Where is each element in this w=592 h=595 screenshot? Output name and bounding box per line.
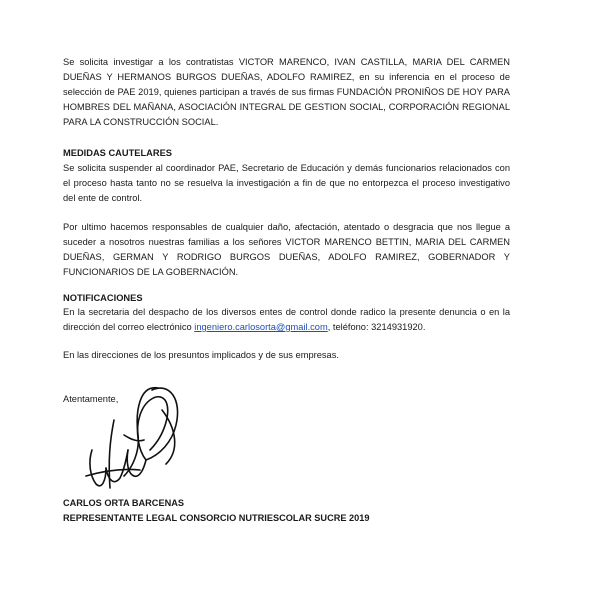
email-link[interactable]: ingeniero.carlosorta@gmail.com — [194, 322, 328, 332]
paragraph-medidas-cautelares: Se solicita suspender al coordinador PAE, Secretario de Educación y demás funcionarios relacionados con el proceso hasta tanto no se resuelva la investigación a fin de que no entorpezca el proceso investigativo del ente de control. — [63, 163, 510, 203]
paragraph-notificaciones — [63, 305, 510, 335]
signer-title: REPRESENTANTE LEGAL CONSORCIO NUTRIESCOLAR SUCRE 2019 — [63, 513, 370, 523]
heading-medidas-cautelares: MEDIDAS CAUTELARES — [63, 148, 172, 158]
heading-notificaciones: NOTIFICACIONES — [63, 293, 143, 303]
paragraph-investigation-request: Se solicita investigar a los contratistas VICTOR MARENCO, IVAN CASTILLA, MARIA DEL CARMEN DUEÑAS Y HERMANOS BURGOS DUEÑAS, ADOLFO RAMIREZ, en su inferencia en el proceso de selección de PAE 2019, quienes participan a través de sus firmas FUNDACIÓN PRONIÑOS DE HOY PARA HOMBRES DEL MAÑANA, ASOCIACIÓN INTEGRAL DE GESTION SOCIAL, CORPORACIÓN REGIONAL PARA LA CONSTRUCCIÓN SOCIAL. — [63, 57, 510, 127]
paragraph-direcciones: En las direcciones de los presuntos implicados y de sus empresas. — [63, 350, 339, 360]
signer-name: CARLOS ORTA BARCENAS — [63, 498, 184, 508]
notificaciones-text-before: En la secretaria del despacho de los diversos entes de control donde radico la presente denuncia o en la dirección del correo electrónico — [63, 307, 510, 332]
notificaciones-text-after: , teléfono: 3214931920. — [327, 322, 426, 332]
paragraph-responsables: Por ultimo hacemos responsables de cualquier daño, afectación, atentado o desgracia que nos llegue a suceder a nosotros nuestras familias a los señores VICTOR MARENCO BETTIN, MARIA DEL CARMEN DUEÑAS, GERMAN Y RODRIGO BURGOS DUEÑAS, ADOLFO RAMIREZ, GOBERNADOR Y FUNCIONARIOS DE LA GOBERNACIÓN. — [63, 222, 510, 277]
closing-text: Atentamente, — [63, 394, 119, 404]
handwritten-signature — [80, 380, 190, 510]
